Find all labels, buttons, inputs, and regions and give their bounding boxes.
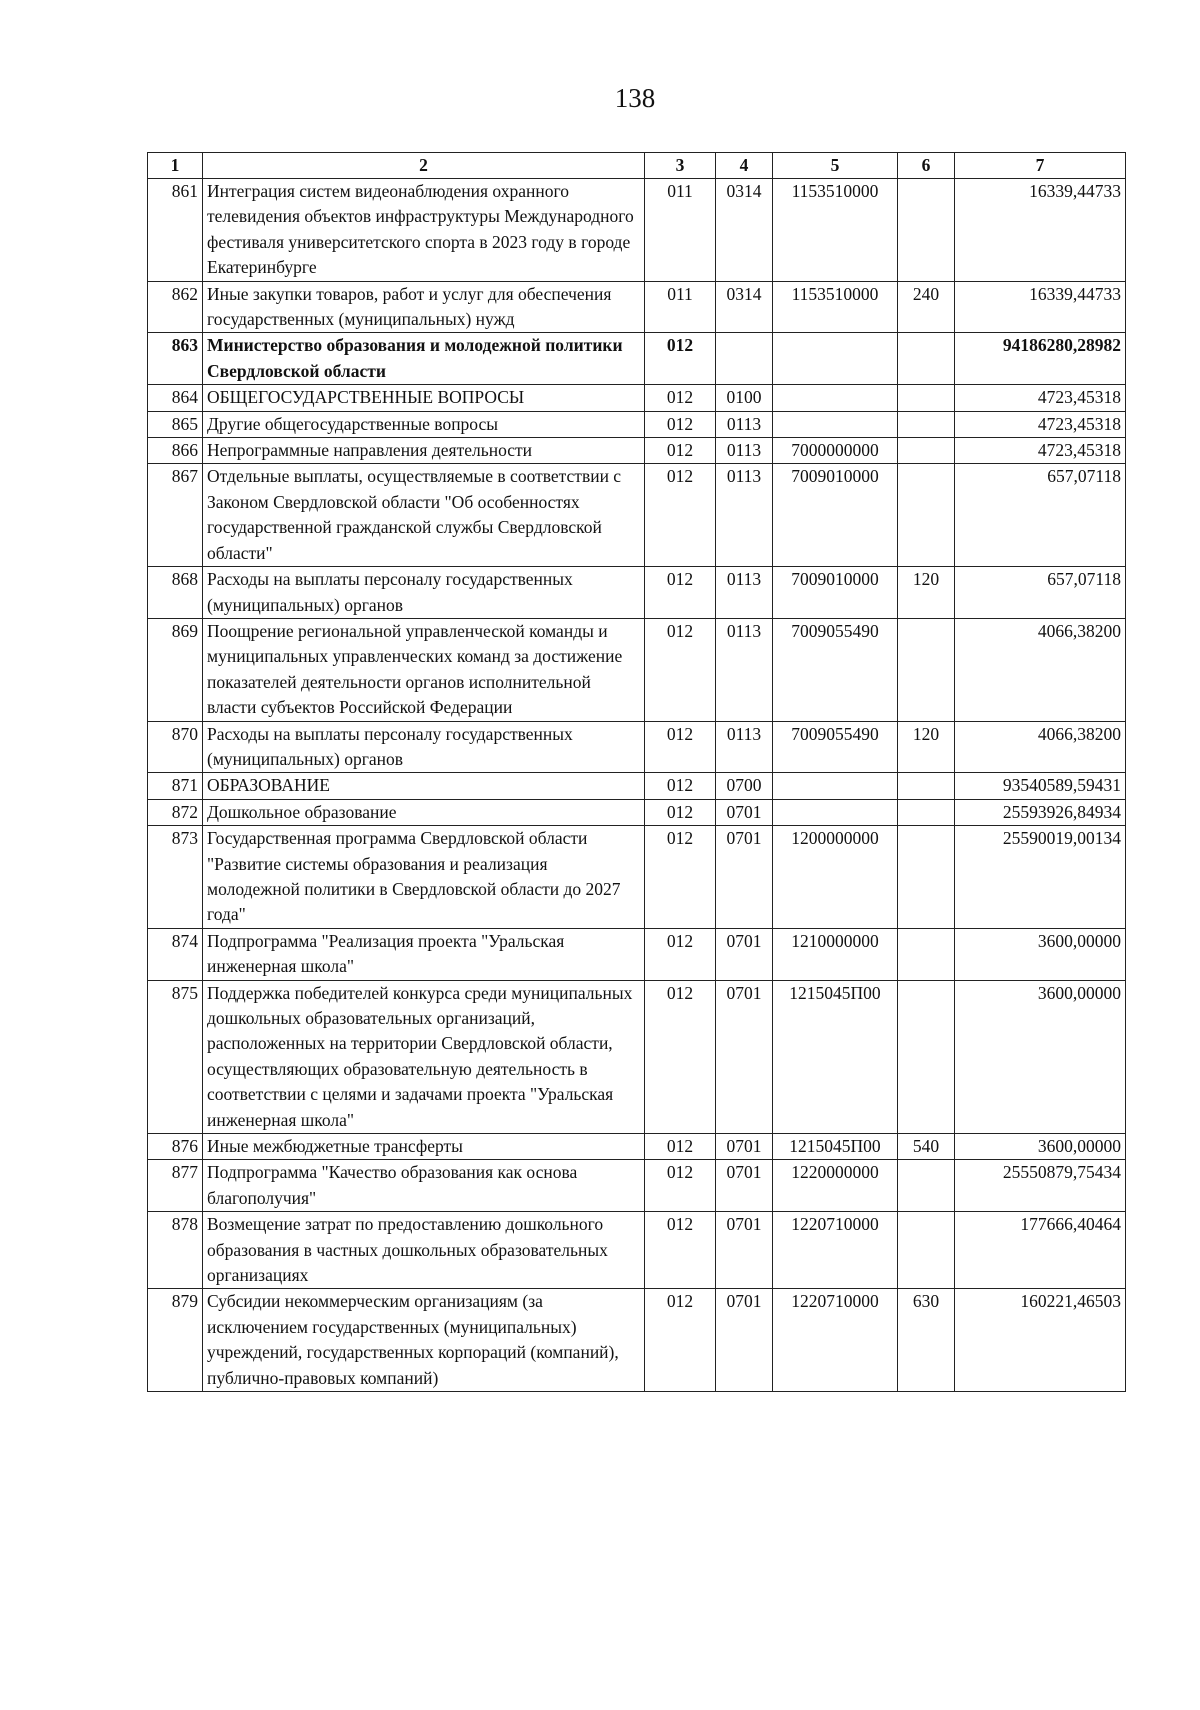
row-number: 875 [148, 980, 203, 1133]
row-number: 877 [148, 1160, 203, 1212]
table-row [148, 826, 1126, 929]
table-row [148, 618, 1126, 721]
row-expense-type [898, 179, 955, 282]
table-row [148, 1134, 1126, 1160]
row-target-code: 7009055490 [773, 618, 898, 721]
col-header-1: 1 [148, 153, 203, 179]
row-ministry-code: 012 [645, 333, 716, 385]
row-ministry-code: 012 [645, 1160, 716, 1212]
row-target-code: 1210000000 [773, 928, 898, 980]
row-amount: 94186280,28982 [955, 333, 1126, 385]
row-number: 868 [148, 567, 203, 619]
row-ministry-code: 012 [645, 980, 716, 1133]
row-amount: 160221,46503 [955, 1289, 1126, 1392]
row-name: Министерство образования и молодежной политики Свердловской области [203, 333, 645, 385]
row-ministry-code: 011 [645, 281, 716, 333]
budget-table [147, 152, 1126, 1392]
table-row [148, 721, 1126, 773]
col-header-6: 6 [898, 153, 955, 179]
row-target-code: 1220710000 [773, 1289, 898, 1392]
row-name: Подпрограмма "Качество образования как основа благополучия" [203, 1160, 645, 1212]
row-target-code: 7009010000 [773, 464, 898, 567]
row-ministry-code: 012 [645, 1134, 716, 1160]
row-amount: 4723,45318 [955, 385, 1126, 411]
row-ministry-code: 011 [645, 179, 716, 282]
row-section-code: 0113 [716, 567, 773, 619]
row-name: Непрограммные направления деятельности [203, 438, 645, 464]
row-number: 867 [148, 464, 203, 567]
row-name: Субсидии некоммерческим организациям (за исключением государственных (муниципальных) учреждений, государственных корпораций (компаний), публично-правовых компаний) [203, 1289, 645, 1392]
row-section-code: 0701 [716, 980, 773, 1133]
row-number: 869 [148, 618, 203, 721]
row-expense-type [898, 799, 955, 825]
row-name: Государственная программа Свердловской области "Развитие системы образования и реализация молодежной политики в Свердловской области до 2027 года" [203, 826, 645, 929]
row-ministry-code: 012 [645, 799, 716, 825]
table-row [148, 928, 1126, 980]
row-name: Поддержка победителей конкурса среди муниципальных дошкольных образовательных организаций, расположенных на территории Свердловской области, осуществляющих образовательную деятельность в соответствии с целями и задачами проекта "Уральская инженерная школа" [203, 980, 645, 1133]
row-amount: 16339,44733 [955, 281, 1126, 333]
row-amount: 4723,45318 [955, 438, 1126, 464]
row-section-code: 0314 [716, 281, 773, 333]
row-target-code: 1215045П00 [773, 1134, 898, 1160]
row-ministry-code: 012 [645, 1289, 716, 1392]
row-expense-type: 120 [898, 567, 955, 619]
row-amount: 25593926,84934 [955, 799, 1126, 825]
row-amount: 657,07118 [955, 464, 1126, 567]
row-amount: 3600,00000 [955, 980, 1126, 1133]
row-target-code [773, 333, 898, 385]
table-row [148, 281, 1126, 333]
row-number: 871 [148, 773, 203, 799]
row-target-code: 1215045П00 [773, 980, 898, 1133]
row-section-code: 0701 [716, 1289, 773, 1392]
row-ministry-code: 012 [645, 1212, 716, 1289]
row-amount: 25590019,00134 [955, 826, 1126, 929]
row-name: ОБЩЕГОСУДАРСТВЕННЫЕ ВОПРОСЫ [203, 385, 645, 411]
table-row [148, 464, 1126, 567]
row-expense-type [898, 1160, 955, 1212]
row-section-code: 0113 [716, 411, 773, 437]
table-row [148, 411, 1126, 437]
row-ministry-code: 012 [645, 721, 716, 773]
row-number: 862 [148, 281, 203, 333]
row-section-code: 0113 [716, 464, 773, 567]
table-row [148, 980, 1126, 1133]
row-expense-type [898, 385, 955, 411]
table-row [148, 567, 1126, 619]
row-ministry-code: 012 [645, 773, 716, 799]
row-expense-type [898, 773, 955, 799]
row-target-code: 1200000000 [773, 826, 898, 929]
row-amount: 177666,40464 [955, 1212, 1126, 1289]
row-number: 873 [148, 826, 203, 929]
row-section-code: 0113 [716, 438, 773, 464]
row-section-code: 0113 [716, 618, 773, 721]
col-header-5: 5 [773, 153, 898, 179]
row-number: 861 [148, 179, 203, 282]
page-number: 138 [614, 83, 656, 113]
row-number: 876 [148, 1134, 203, 1160]
row-target-code: 1153510000 [773, 281, 898, 333]
row-ministry-code: 012 [645, 618, 716, 721]
row-expense-type [898, 826, 955, 929]
row-section-code: 0113 [716, 721, 773, 773]
row-expense-type: 540 [898, 1134, 955, 1160]
table-body [148, 179, 1126, 1392]
row-target-code: 7000000000 [773, 438, 898, 464]
row-name: Поощрение региональной управленческой команды и муниципальных управленческих команд за достижение показателей деятельности органов исполнительной власти субъектов Российской Федерации [203, 618, 645, 721]
row-amount: 25550879,75434 [955, 1160, 1126, 1212]
row-ministry-code: 012 [645, 567, 716, 619]
row-ministry-code: 012 [645, 464, 716, 567]
row-section-code: 0701 [716, 928, 773, 980]
row-ministry-code: 012 [645, 385, 716, 411]
row-number: 870 [148, 721, 203, 773]
row-name: Расходы на выплаты персоналу государственных (муниципальных) органов [203, 567, 645, 619]
row-target-code: 1220710000 [773, 1212, 898, 1289]
table-row [148, 1212, 1126, 1289]
row-name: Расходы на выплаты персоналу государственных (муниципальных) органов [203, 721, 645, 773]
table-row [148, 385, 1126, 411]
row-amount: 3600,00000 [955, 928, 1126, 980]
row-section-code: 0700 [716, 773, 773, 799]
row-number: 866 [148, 438, 203, 464]
col-header-3: 3 [645, 153, 716, 179]
row-section-code: 0701 [716, 1134, 773, 1160]
row-expense-type [898, 464, 955, 567]
row-expense-type [898, 411, 955, 437]
row-ministry-code: 012 [645, 411, 716, 437]
row-ministry-code: 012 [645, 438, 716, 464]
row-name: Интеграция систем видеонаблюдения охранного телевидения объектов инфраструктуры Международного фестиваля университетского спорта в 2023 году в городе Екатеринбурге [203, 179, 645, 282]
table-row [148, 799, 1126, 825]
row-section-code: 0701 [716, 1212, 773, 1289]
row-ministry-code: 012 [645, 826, 716, 929]
row-number: 872 [148, 799, 203, 825]
col-header-2: 2 [203, 153, 645, 179]
row-ministry-code: 012 [645, 928, 716, 980]
row-expense-type [898, 333, 955, 385]
table-row [148, 773, 1126, 799]
row-number: 864 [148, 385, 203, 411]
row-amount: 4723,45318 [955, 411, 1126, 437]
row-expense-type [898, 980, 955, 1133]
col-header-7: 7 [955, 153, 1126, 179]
row-target-code [773, 799, 898, 825]
col-header-4: 4 [716, 153, 773, 179]
row-expense-type [898, 438, 955, 464]
row-expense-type: 630 [898, 1289, 955, 1392]
table-row [148, 333, 1126, 385]
row-name: Иные закупки товаров, работ и услуг для обеспечения государственных (муниципальных) нужд [203, 281, 645, 333]
row-amount: 657,07118 [955, 567, 1126, 619]
row-expense-type [898, 928, 955, 980]
row-name: Возмещение затрат по предоставлению дошкольного образования в частных дошкольных образовательных организациях [203, 1212, 645, 1289]
row-expense-type [898, 1212, 955, 1289]
row-target-code [773, 385, 898, 411]
row-target-code: 7009010000 [773, 567, 898, 619]
row-number: 863 [148, 333, 203, 385]
row-target-code [773, 773, 898, 799]
row-name: Другие общегосударственные вопросы [203, 411, 645, 437]
row-target-code [773, 411, 898, 437]
table-row [148, 1160, 1126, 1212]
row-amount: 4066,38200 [955, 618, 1126, 721]
table-row [148, 179, 1126, 282]
row-expense-type: 120 [898, 721, 955, 773]
row-number: 878 [148, 1212, 203, 1289]
table-row [148, 1289, 1126, 1392]
row-section-code: 0701 [716, 799, 773, 825]
row-number: 865 [148, 411, 203, 437]
row-amount: 4066,38200 [955, 721, 1126, 773]
row-section-code: 0701 [716, 826, 773, 929]
row-target-code: 1220000000 [773, 1160, 898, 1212]
row-number: 879 [148, 1289, 203, 1392]
row-name: Отдельные выплаты, осуществляемые в соответствии с Законом Свердловской области "Об особенностях государственной гражданской службы Свердловской области" [203, 464, 645, 567]
row-expense-type [898, 618, 955, 721]
row-name: ОБРАЗОВАНИЕ [203, 773, 645, 799]
row-section-code: 0701 [716, 1160, 773, 1212]
row-target-code: 1153510000 [773, 179, 898, 282]
row-target-code: 7009055490 [773, 721, 898, 773]
table-row [148, 438, 1126, 464]
row-section-code [716, 333, 773, 385]
row-amount: 3600,00000 [955, 1134, 1126, 1160]
row-amount: 93540589,59431 [955, 773, 1126, 799]
row-name: Иные межбюджетные трансферты [203, 1134, 645, 1160]
row-amount: 16339,44733 [955, 179, 1126, 282]
row-section-code: 0314 [716, 179, 773, 282]
row-number: 874 [148, 928, 203, 980]
row-section-code: 0100 [716, 385, 773, 411]
row-name: Дошкольное образование [203, 799, 645, 825]
header-row [148, 153, 1126, 179]
row-name: Подпрограмма "Реализация проекта "Уральская инженерная школа" [203, 928, 645, 980]
row-expense-type: 240 [898, 281, 955, 333]
